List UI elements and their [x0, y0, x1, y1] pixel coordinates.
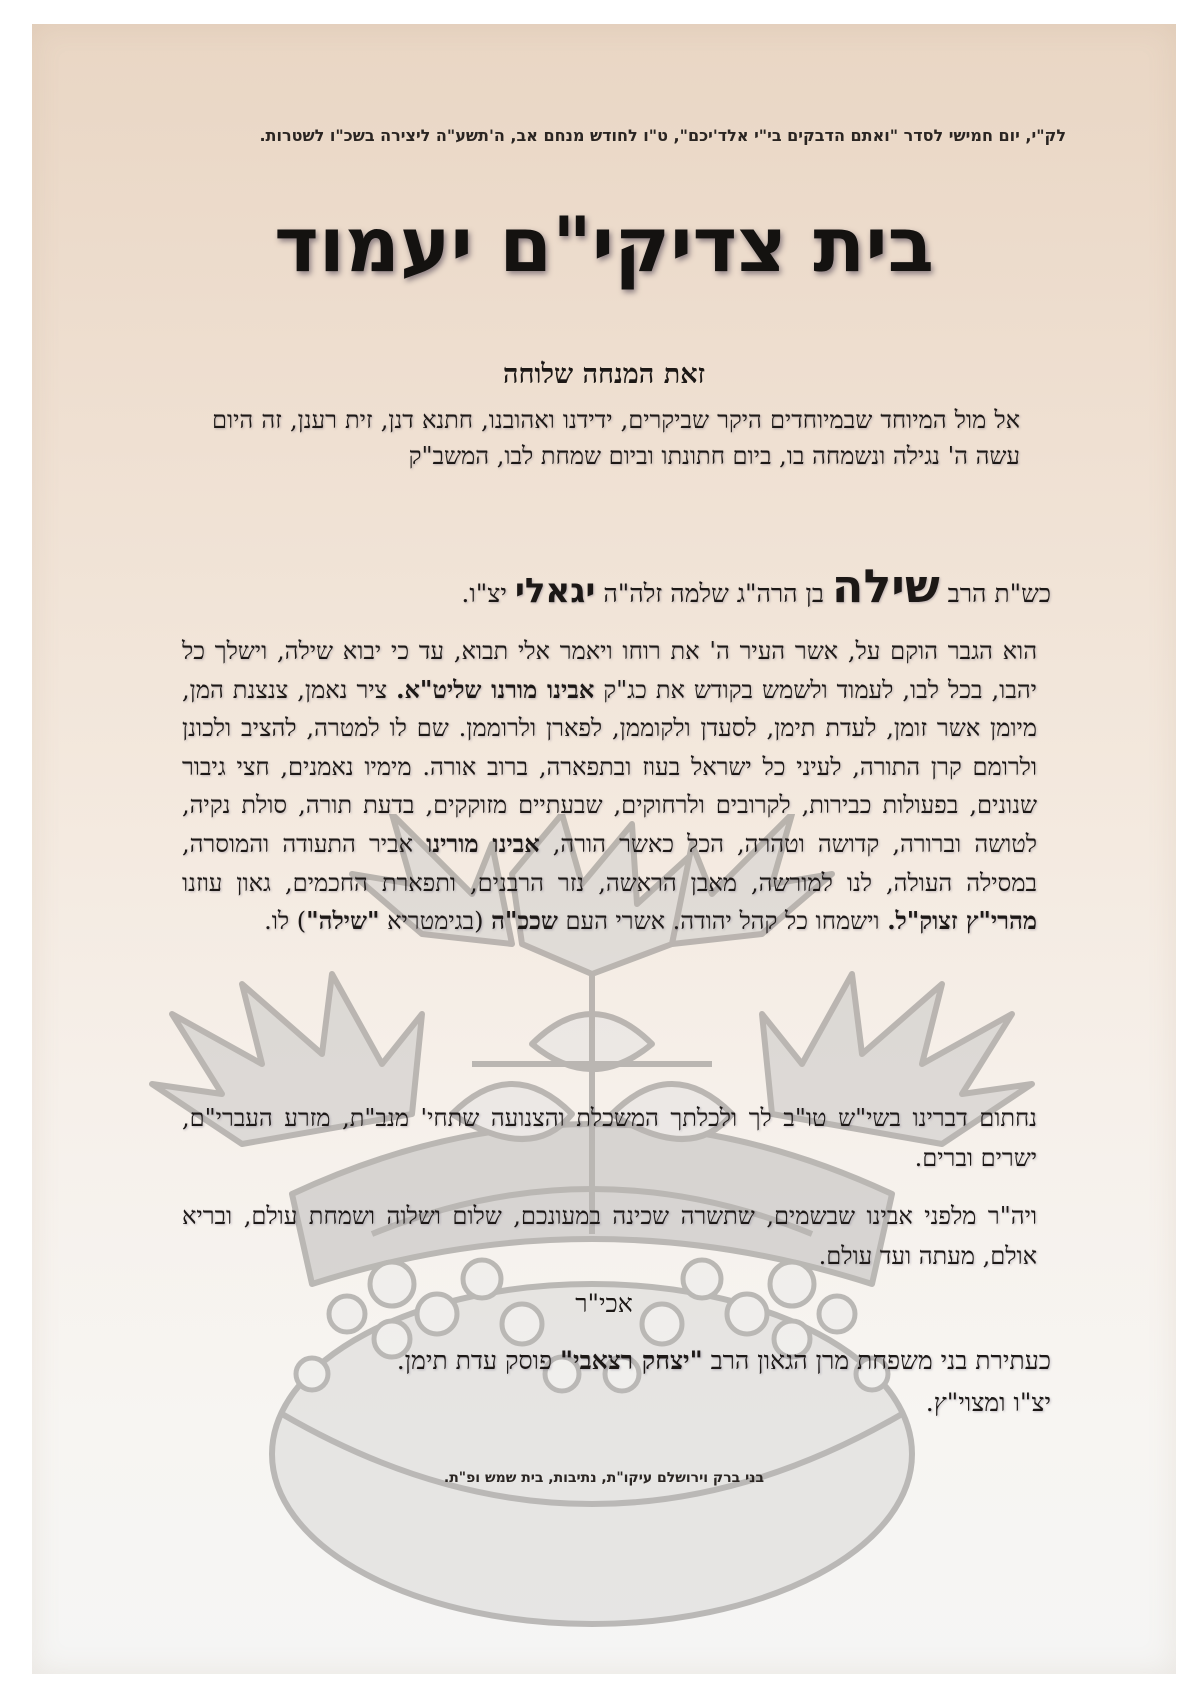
blessing-paragraph: ויה"ר מלפני אבינו שבשמים, שתשרה שכינה במעונכם, שלום ושלוה ושמחת עולם, ובריא אולם, מעתה ועד עולם. [182, 1202, 1037, 1270]
groom-family-name: יגאלי [514, 571, 596, 611]
body-bold-5: "שילה" [306, 906, 380, 936]
footer-locations-note: בני ברק וירושלם עיקו"ת, נתיבות, בית שמש ופ"ת. [443, 1470, 765, 1486]
signature-rabbi-name: "יצחק רצאבי" [560, 1346, 703, 1375]
signature-prefix: כעתירת בני משפחת מרן הגאון הרב [710, 1346, 1051, 1375]
name-suffix: יצ"ו. [461, 579, 507, 608]
signature-line-2: יצ"ו ומצוי"ץ. [925, 1388, 1051, 1417]
invitation-sheet [32, 24, 1176, 1674]
body-text-5: (בגימטריא [387, 907, 484, 936]
subtitle: זאת המנחה שלוחה [502, 359, 706, 390]
page-title: בית צדיקי"ם יעמוד [274, 200, 934, 289]
body-bold-1: אבינו מורנו שליט"א. [396, 674, 595, 704]
body-text-1: הוא הגבר הוקם על, אשר העיר ה' את רוחו ויאמר אלי תבוא, עד כי יבוא שילה, וישלך כל יהבו, בכל לבו, לעמוד ולשמש בקודש את כג"ק [182, 637, 1037, 704]
groom-name-line [182, 559, 1051, 613]
body-bold-4: שככ"ה [491, 906, 558, 936]
body-text-2: ציר נאמן, צנצנת המן, מיומן אשר זומן, לעדת תימן, לסעדן ולקוממן, לפארן ולרוממן. שם לו למטרה, להציב ולכונן ולרומם קרן התורה, לעיני כל ישראל בעוז ובתפארה, ברוב אורה. מימיו נאמנים, חצי גיבור שנונים, בפעולות כבירות, לקרובים ולרחוקים, שבעתיים מזוקקים, בדעת תורה, סולת נקיה, לטושה וברורה, קדושה וטהרה, הכל כאשר הורה, [182, 675, 1037, 858]
body-text-3: אביר התעודה והמוסרה, במסילה העולה, לנו למורשה, מאבן הראשה, נזר הרבנים, ותפארת החכמים, גאון עוזנו [182, 829, 1037, 897]
father-name: בן הרה"ג שלמה זלה"ה [603, 579, 824, 608]
signature-block [291, 1340, 1051, 1424]
signature-suffix: פוסק עדת תימן. [396, 1346, 553, 1375]
body-text-4: וישמחו כל קהל יהודה. אשרי העם [565, 907, 880, 936]
signoff-amen: אכי"ר [575, 1289, 633, 1318]
groom-first-name: שילה [831, 559, 940, 613]
signature-line-1 [291, 1340, 1051, 1382]
name-prefix: כש"ת הרב [947, 579, 1051, 608]
body-text-6: ) לו. [264, 907, 307, 936]
opening-paragraph: אל מול המיוחד שבמיוחדים היקר שביקרים, ידידנו ואהובנו, חתנא דנן, זית רענן, זה היום עשה ה' נגילה ונשמחה בו, ביום חתונתו וביום שמחת לבו, המשב"ק [212, 406, 1020, 470]
body-bold-2: אבינו מורינו [426, 828, 540, 858]
body-bold-3: מהרי"ץ זצוק"ל. [887, 906, 1037, 936]
body-paragraph [182, 632, 1037, 941]
date-header-note: לק"י, יום חמישי לסדר "ואתם הדבקים בי"י אלד'יכם", ט"ו לחודש מנחם אב, ה'תשע"ה ליצירה בשכ"ו לשטרות. [259, 126, 1066, 145]
closing-paragraph: נחתום דברינו בשי"ש טו"ב לך ולכלתך המשכלת והצנועה שתחי' מנב"ת, מזרע העברי"ם, ישרים וברים. [182, 1104, 1037, 1172]
